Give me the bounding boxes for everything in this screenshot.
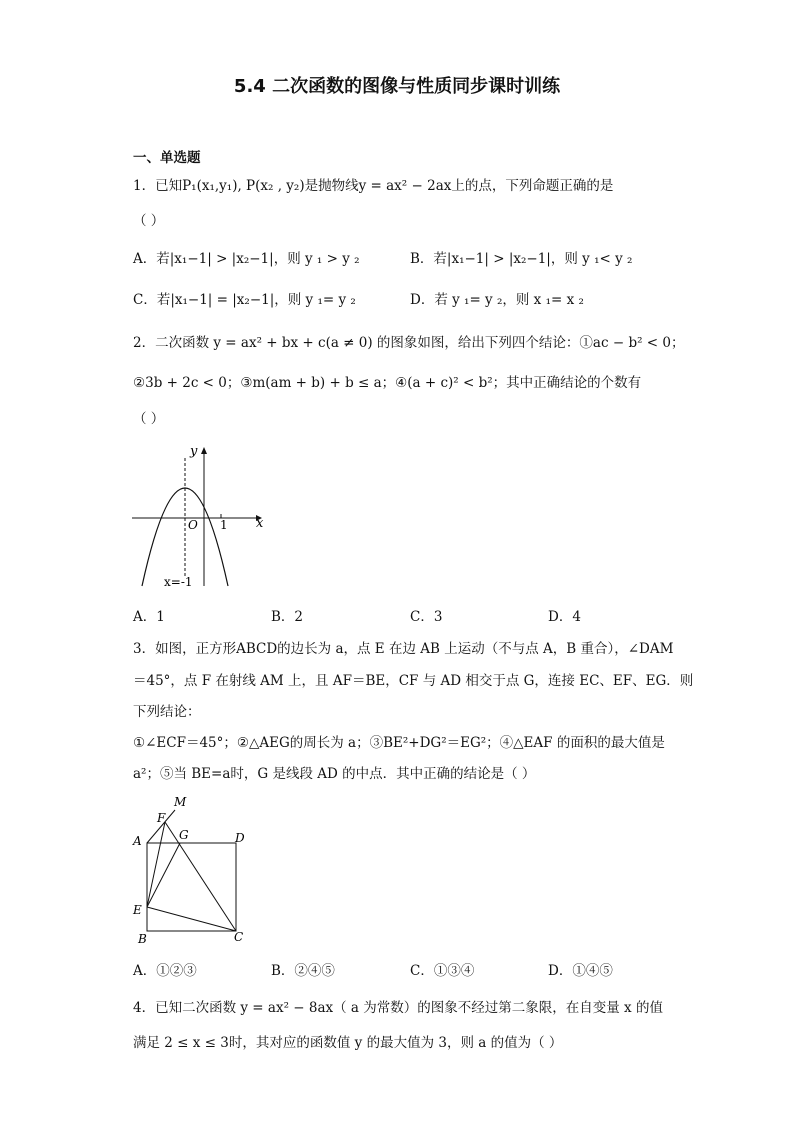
segment-ef [147, 822, 165, 907]
q2-paren: （ ） [133, 411, 165, 427]
q3-line-5: a²；⑤当 BE=a时，G 是线段 AD 的中点．其中正确的结论是（ ） [133, 766, 536, 782]
section-heading: 一、单选题 [133, 150, 201, 166]
point-label-b: B [138, 932, 147, 946]
q3-line-1: 3．如图，正方形ABCD的边长为 a，点 E 在边 AB 上运动（不与点 A，B 重合），∠DAM [133, 641, 674, 657]
q3-option-b: B．②④⑤ [271, 963, 335, 979]
square-abcd [147, 843, 236, 931]
page-title: 5.4 二次函数的图像与性质同步课时训练 [233, 76, 561, 97]
q2-parabola-graph [130, 440, 280, 592]
q3-option-a: A．①②③ [133, 963, 197, 979]
q1-option-d: D．若 y ₁= y ₂，则 x ₁= x ₂ [410, 292, 584, 308]
parabola-curve [142, 488, 228, 586]
q3-line-2: ＝45°，点 F 在射线 AM 上，且 AF＝BE，CF 与 AD 相交于点 G，连接 EC、EF、EG．则 [133, 673, 694, 689]
point-label-f: F [157, 811, 166, 825]
x-axis-label: x [256, 516, 264, 531]
q1-option-a: A．若|x₁−1| > |x₂−1|，则 y ₁ > y ₂ [133, 251, 360, 267]
q3-line-3: 下列结论： [133, 704, 201, 720]
q1-stem: 1．已知P₁(x₁,y₁), P(x₂ , y₂)是抛物线y = ax² − 2ax上的点，下列命题正确的是 [133, 178, 614, 194]
y-axis-arrow-icon [201, 447, 207, 454]
point-label-m: M [174, 795, 187, 809]
tick-one-label: 1 [220, 518, 228, 532]
point-label-g: G [179, 828, 189, 842]
y-axis-label: y [190, 444, 198, 459]
origin-label: O [188, 518, 198, 532]
q4-line-1: 4．已知二次函数 y = ax² − 8ax（ a 为常数）的图象不经过第二象限，在自变量 x 的值 [133, 1000, 663, 1016]
q3-square-figure [130, 790, 260, 950]
q1-option-b: B．若|x₁−1| > |x₂−1|，则 y ₁< y ₂ [410, 251, 633, 267]
q4-line-2: 满足 2 ≤ x ≤ 3时，其对应的函数值 y 的最大值为 3，则 a 的值为（ ） [133, 1035, 563, 1051]
symmetry-axis-label: x=-1 [164, 575, 193, 589]
q3-option-c: C．①③④ [410, 963, 475, 979]
point-label-d: D [235, 831, 245, 845]
q2-option-d: D．4 [548, 609, 581, 625]
q2-option-a: A．1 [133, 609, 165, 625]
q2-line-2: ②3b + 2c < 0；③m(am + b) + b ≤ a；④(a + c)² < b²；其中正确结论的个数有 [133, 375, 642, 391]
point-label-c: C [234, 930, 244, 944]
q2-line-1: 2．二次函数 y = ax² + bx + c(a ≠ 0) 的图象如图，给出下列四个结论：①ac − b² < 0； [133, 335, 685, 351]
q3-line-4: ①∠ECF＝45°；②△AEG的周长为 a；③BE²+DG²＝EG²；④△EAF 的面积的最大值是 [133, 735, 665, 751]
segment-eg [147, 843, 180, 907]
q3-option-d: D．①④⑤ [548, 963, 613, 979]
point-label-e: E [133, 903, 142, 917]
q2-option-c: C．3 [410, 609, 443, 625]
q2-option-b: B．2 [271, 609, 304, 625]
point-label-a: A [133, 834, 142, 848]
q1-option-c: C．若|x₁−1| = |x₂−1|，则 y ₁= y ₂ [133, 292, 356, 308]
q1-paren: （ ） [133, 213, 165, 229]
